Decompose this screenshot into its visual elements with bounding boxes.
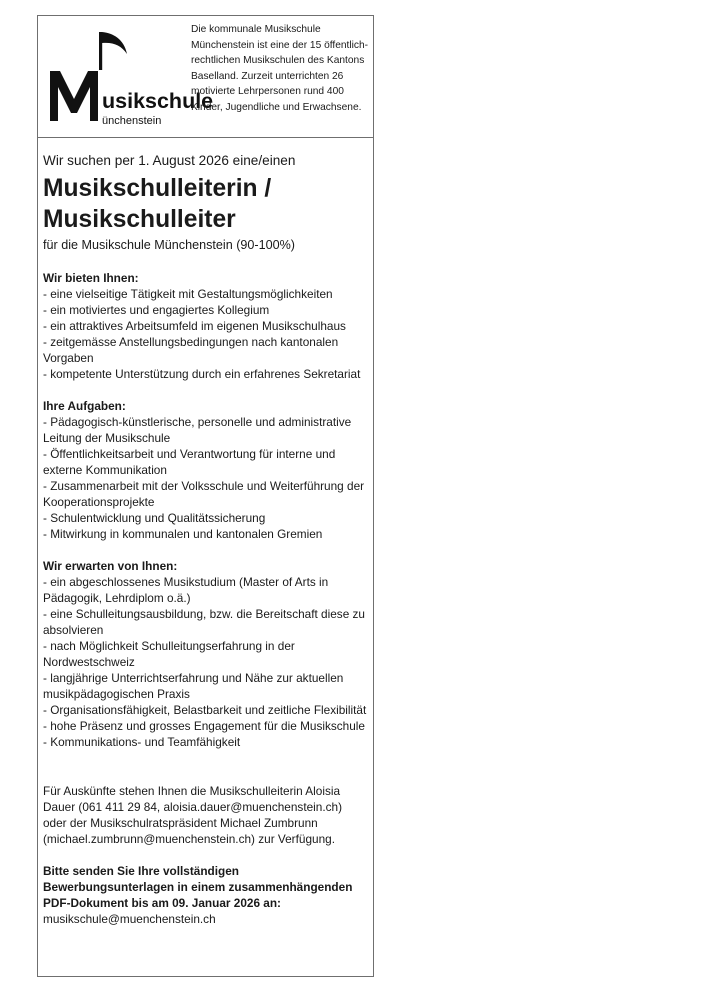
list-item: - ein abgeschlossenes Musikstudium (Master of Arts in Pädagogik, Lehrdiplom o.ä.): [43, 575, 329, 605]
requirements-list: [43, 574, 368, 750]
list-item: - Zusammenarbeit mit der Volksschule und Weiterführung der Kooperationsprojekte: [43, 479, 365, 509]
tasks-heading: Ihre Aufgaben:: [43, 399, 126, 413]
logo-town-text: ünchenstein: [102, 115, 162, 127]
music-note-icon: [99, 32, 127, 70]
ad-content: [43, 152, 368, 927]
job-ad-frame: [37, 15, 374, 977]
application-email[interactable]: musikschule@muenchenstein.ch: [43, 912, 216, 926]
offer-list: [43, 286, 368, 382]
list-item: - eine Schulleitungsausbildung, bzw. die Bereitschaft diese zu absolvieren: [43, 607, 365, 637]
requirements-heading: Wir erwarten von Ihnen:: [43, 559, 178, 573]
list-item: - hohe Präsenz und grosses Engagement für die Musikschule: [43, 719, 365, 733]
list-item: - eine vielseitige Tätigkeit mit Gestaltungsmöglichkeiten: [43, 287, 333, 301]
application-call: [43, 863, 368, 927]
application-deadline-text: Bitte senden Sie Ihre vollständigen Bewerbungsunterlagen in einem zusammenhängenden PDF-Dokument bis am 09. Januar 2026 an:: [43, 864, 353, 910]
musikschule-logo: [47, 27, 214, 127]
job-subtitle: für die Musikschule Münchenstein (90-100%): [43, 238, 295, 252]
list-item: - ein attraktives Arbeitsumfeld im eigenen Musikschulhaus: [43, 319, 346, 333]
list-item: - zeitgemässe Anstellungsbedingungen nach kantonalen Vorgaben: [43, 335, 339, 365]
logo-m-letter: [50, 71, 98, 121]
list-item: - kompetente Unterstützung durch ein erfahrenes Sekretariat: [43, 367, 361, 381]
lead-text: Wir suchen per 1. August 2026 eine/einen: [43, 153, 296, 168]
list-item: - ein motiviertes und engagiertes Kollegium: [43, 303, 270, 317]
offer-heading: Wir bieten Ihnen:: [43, 271, 139, 285]
tasks-list: [43, 414, 368, 542]
list-item: - Mitwirkung in kommunalen und kantonalen Gremien: [43, 527, 323, 541]
header-divider: [38, 137, 373, 138]
list-item: - Organisationsfähigkeit, Belastbarkeit und zeitliche Flexibilität: [43, 703, 367, 717]
job-title: Musikschulleiterin / Musikschulleiter: [43, 175, 272, 233]
intro-text: Die kommunale Musikschule Münchenstein ist eine der 15 öffentlich-rechtlichen Musikschulen des Kantons Baselland. Zurzeit unterrichten 26 motivierte Lehrpersonen rund 400 Kinder, Jugendliche und Erwachsene.: [191, 24, 369, 113]
list-item: - langjährige Unterrichtserfahrung und Nähe zur aktuellen musikpädagogischen Praxis: [43, 671, 344, 701]
list-item: - Schulentwicklung und Qualitätssicherung: [43, 511, 266, 525]
list-item: - nach Möglichkeit Schulleitungserfahrung in der Nordwestschweiz: [43, 639, 295, 669]
list-item: - Pädagogisch-künstlerische, personelle und administrative Leitung der Musikschule: [43, 415, 352, 445]
logo-name-text: usikschule: [102, 89, 214, 113]
list-item: - Kommunikations- und Teamfähigkeit: [43, 735, 241, 749]
contact-text: Für Auskünfte stehen Ihnen die Musikschulleiterin Aloisia Dauer (061 411 29 84, aloisia.dauer@muenchenstein.ch) oder der Musikschulratspräsident Michael Zumbrunn (michael.zumbrunn@muenchenstein.ch) zur Verfügung.: [43, 784, 343, 846]
list-item: - Öffentlichkeitsarbeit und Verantwortung für interne und externe Kommunikation: [43, 447, 336, 477]
